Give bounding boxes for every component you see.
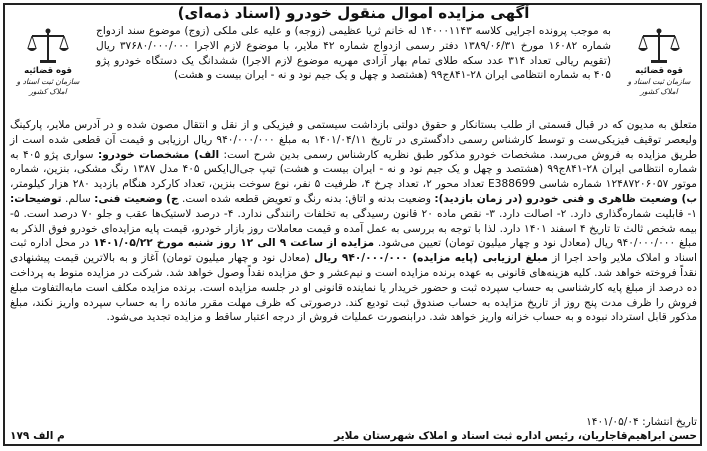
- base-price-label: مبلغ ارزیابی (پایه مزایده) ۹۴۰/۰۰۰/۰۰۰ ریال: [314, 252, 548, 265]
- notice-intro: به موجب پرونده اجرایی کلاسه ۱۴۰۰۰۱۱۴۳ له خانم ثریا عظیمی (زوجه) و علیه علی ملکی (زوج) موضوع سند ازدواج شماره ۱۶۰۸۲ مورخ ۱۳۸۹/۰۶/۳۱ دفتر رسمی ازدواج شماره ۴۲ ملایر، با موضوع لازم الاجرا ۳۷۶۸۰/۰۰۰/۰۰۰ ریال (تقویم ریالی تعداد ۳۱۴ عدد سکه طلای تمام بهار آزادی مهریه موضوع لازم الاجرا) ششدانگ یک دستگاه خودرو پژو ۴۰۵ به شماره انتظامی ایران ۲۸-۸۴۱ج۹۹ (هشتصد و چهل و یک جیم نود و نه - ایران بیست و هشت): [96, 25, 611, 82]
- vehicle-spec-label: الف) مشخصات خودرو:: [97, 148, 220, 161]
- signature-row: [10, 429, 697, 443]
- judiciary-emblem-left: [12, 26, 84, 97]
- vehicle-condition-label: ب) وضعیت ظاهری و فنی خودرو (در زمان بازدید):: [434, 192, 697, 205]
- scales-of-justice-icon: [637, 26, 681, 66]
- emblem-subtitle: سازمان ثبت اسناد و املاک کشور: [16, 77, 80, 96]
- notice-footer: [10, 415, 697, 443]
- notice-body: [10, 118, 697, 325]
- body-part-5: ۱- قابلیت شماره‌گذاری دارد. ۲- اصالت دارد. ۳- نقص ماده ۲۰ قانون رسیدگی به تخلفات رانندگی ندارد. ۴- درصد لاستیک‌ها عقب و جلو ۷۰ درصد است. ۵- بیمه شخص ثالث تا تاریخ ۴ اسفند ۱۴۰۱ دارد. لذا با توجه به بررسی به عمل آمده و قیمت معاملات روز بازار خودرو، قیمت پایه مزایده‌ای خودرو فوق الذکر به مبلغ ۹۴۰/۰۰۰/۰۰۰ ریال (معادل نود و چهار میلیون تومان) تعیین می‌شود.: [10, 207, 697, 250]
- auction-time-label: مزایده از ساعت ۹ الی ۱۲ روز شنبه مورخ ۱۴۰۱/۰۵/۲۲: [93, 237, 375, 250]
- body-part-3: وضعیت بدنه و اتاق: بدنه رنگ و تعویض قطعه شده است.: [178, 192, 435, 205]
- body-part-7: (معادل نود و چهار میلیون تومان) آغاز و به بالاترین قیمت پیشنهادی نقداً فروخته خواهد شد. کلیه هزینه‌های قانونی به عهده برنده مزایده است و نیم‌عشر و حق مزایده نقداً وصول خواهد شد. شرکت در مزایده منوط به پرداخت ده درصد از مبلغ پایه کارشناسی به حساب سپرده ثبت و حضور خریدار یا نماینده قانونی او در جلسه مزایده است. برنده مزایده مکلف است مابه‌التفاوت مبلغ فروش را ظرف مدت پنج روز از تاریخ مزایده به حساب صندوق ثبت تودیع کند. درصورتی که ظرف مهلت مقرر مانده را به حساب سپرده واریز نکند، مبلغ مذکور قابل استرداد نبوده و به حساب خزانه واریز خواهد شد. درابنصورت عملیات فروش از درجه اعتبار ساقط و مزایده تجدید می‌شود.: [10, 252, 697, 324]
- notes-label: توضیحات:: [9, 192, 62, 205]
- emblem-subtitle: سازمان ثبت اسناد و املاک کشور: [627, 77, 691, 96]
- reference-number: م الف ۱۷۹: [10, 430, 65, 442]
- scales-of-justice-icon: [26, 26, 70, 66]
- publish-date: تاریخ انتشار: ۱۴۰۱/۰۵/۰۴: [586, 416, 697, 428]
- emblem-caption: قوه قضائیه: [24, 66, 72, 76]
- body-part-6: در محل اداره ثبت اسناد و املاک ملایر واحد اجرا از: [10, 237, 698, 265]
- body-part-2: سواری پژو ۴۰۵ به شماره انتظامی ایران ۲۸-۸۴۱ج۹۹ (هشتصد و چهل و یک جیم نود و نه - ایران بیست و هشت) تیپ جی‌ال‌ایکس ۴۰۵ مدل ۱۳۸۷ رنگ مشکی، بنزین، شماره موتور ۱۲۴۸۷۲۰۶۰۵۷ شماره شاسی E388699 تعداد محور ۲، تعداد چرخ ۴، ظرفیت ۵ نفر، نوع سوخت بنزین، تعداد کارکرد هنگام بازدید ۲۸۰ هزار کیلومتر،: [10, 148, 697, 191]
- technical-condition-label: ج) وضعیت فنی:: [94, 192, 179, 205]
- notice-title: آگهی مزایده اموال منقول خودرو (اسناد ذمه‌ای): [177, 4, 530, 22]
- body-part-4: سالم.: [61, 192, 95, 205]
- signatory: حسن ابراهیم‌قاجاریان، رئیس اداره ثبت اسناد و املاک شهرستان ملایر: [334, 430, 697, 442]
- body-part-1: متعلق به مدیون که در قبال قسمتی از طلب بستانکار و حقوق دولتی بازداشت سیستمی و فیزیکی و از نقل و انتقال مصون شده و در آدرس ملایر، پارکینگ ولیعصر توقیف فیزیکی‌ست و توسط کارشناس رسمی دادگستری در تاریخ ۱۴۰۱/۰۴/۱۱ به مبلغ ۹۴۰/۰۰۰/۰۰۰ ریال ارزیابی و قیمت آن قطعی شده است از طریق مزایده به فروش می‌رسد. مشخصات خودرو مذکور طبق نظریه کارشناس رسمی بدین شرح است:: [10, 119, 698, 161]
- emblem-caption: قوه قضائیه: [635, 66, 683, 76]
- judiciary-emblem-right: [623, 26, 695, 97]
